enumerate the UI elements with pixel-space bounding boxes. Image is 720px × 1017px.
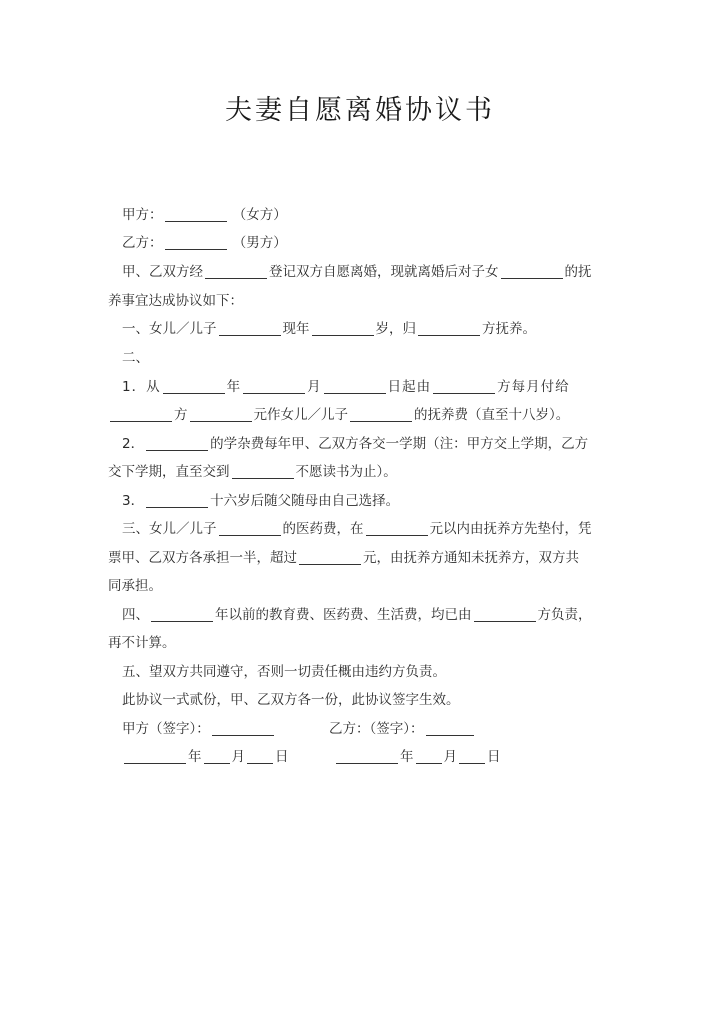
clause-3-line-1 (122, 520, 592, 538)
child-name-blank-3[interactable] (146, 436, 208, 451)
text: 现年 (282, 321, 310, 337)
start-year-blank[interactable] (163, 379, 225, 394)
text: 不愿读书为止）。 (295, 464, 397, 480)
text: 养事宜达成协议如下： (108, 293, 243, 309)
text: 年 (188, 749, 202, 765)
party-b-signature-line (329, 720, 476, 738)
text: 日 (487, 749, 501, 765)
preamble-line-2 (108, 292, 243, 310)
child-name-blank-2[interactable] (350, 407, 412, 422)
preamble-line-1 (122, 263, 592, 281)
text: 同承担。 (108, 578, 162, 594)
clause-3-line-2 (108, 549, 579, 567)
text: 方负责， (537, 607, 592, 623)
party-b-signature-blank[interactable] (426, 721, 474, 736)
clause-2-2-line-1 (122, 435, 588, 453)
text: 方每月付给 (497, 379, 570, 395)
payer-blank[interactable] (433, 379, 495, 394)
party-b-label: 乙方： (122, 235, 163, 251)
party-a-blank[interactable] (165, 207, 227, 222)
text: 交下学期，直至交到 (108, 464, 230, 480)
text: 月 (231, 749, 245, 765)
clause-4-line-2 (108, 634, 176, 652)
party-a-signature-label: 甲方（签字）： (122, 721, 210, 737)
text: 的抚养费（直至十八岁）。 (414, 407, 570, 423)
text: 二、 (122, 350, 149, 366)
party-b-day-blank[interactable] (459, 749, 485, 764)
party-a-day-blank[interactable] (247, 749, 273, 764)
party-a-year-blank[interactable] (124, 749, 186, 764)
text: 日起由 (387, 379, 432, 395)
party-b-year-blank[interactable] (336, 749, 398, 764)
text: 元，由抚养方通知未抚养方，双方共 (363, 550, 579, 566)
text: 2． (122, 436, 145, 452)
text: 方 (174, 407, 188, 423)
text: 3． (122, 493, 145, 509)
text: 方抚养。 (482, 321, 536, 337)
text: 的抚 (564, 264, 592, 280)
child-name-blank[interactable] (219, 321, 281, 336)
text: 再不计算。 (108, 635, 176, 651)
text: 四、 (122, 607, 149, 623)
party-b-blank[interactable] (165, 235, 227, 250)
start-month-blank[interactable] (243, 379, 305, 394)
child-age-blank[interactable] (312, 321, 374, 336)
text: 一、女儿／儿子 (122, 321, 217, 337)
party-b-role: （男方） (232, 235, 287, 251)
party-a-signature-line (122, 720, 276, 738)
prior-year-blank[interactable] (151, 607, 213, 622)
medical-excess-blank[interactable] (299, 550, 361, 565)
party-b-date-line (334, 748, 501, 766)
text: 甲、乙双方经 (122, 264, 203, 280)
text: 五、望双方共同遵守，否则一切责任概由违约方负责。 (122, 664, 446, 680)
clause-3-line-3 (108, 577, 162, 595)
text: 年 (226, 379, 242, 395)
child-name-blank-6[interactable] (219, 521, 281, 536)
text: 的学杂费每年甲、乙双方各交一学期（注：甲方交上学期，乙方 (210, 436, 589, 452)
document-title: 夫妻自愿离婚协议书 (225, 95, 495, 126)
text: 的医药费，在 (282, 521, 364, 537)
child-name-blank-4[interactable] (232, 464, 294, 479)
text: 岁，归 (375, 321, 416, 337)
text: 月 (443, 749, 457, 765)
child-name-blank-5[interactable] (146, 493, 208, 508)
text: 此协议一式贰份，甲、乙双方各一份，此协议签字生效。 (122, 692, 460, 708)
text: 三、女儿／儿子 (122, 521, 217, 537)
clause-1 (122, 320, 536, 338)
responsible-party-blank[interactable] (474, 607, 536, 622)
party-b-line (122, 234, 287, 252)
clause-2-2-line-2 (108, 463, 397, 481)
text: 1．从 (122, 379, 161, 395)
clause-2-heading (122, 349, 149, 367)
copies-clause (122, 691, 460, 709)
party-a-line (122, 206, 287, 224)
clause-2-3 (122, 492, 399, 510)
party-a-label: 甲方： (122, 207, 163, 223)
text: 元作女儿／儿子 (253, 407, 348, 423)
children-blank[interactable] (501, 264, 563, 279)
clause-4-line-1 (122, 606, 592, 624)
party-a-signature-blank[interactable] (212, 721, 274, 736)
clause-5 (122, 663, 446, 681)
payee-blank[interactable] (110, 407, 172, 422)
registry-blank[interactable] (205, 264, 267, 279)
text: 元以内由抚养方先垫付，凭 (429, 521, 592, 537)
text: 年 (400, 749, 414, 765)
text: 登记双方自愿离婚，现就离婚后对子女 (269, 264, 499, 280)
text: 票甲、乙双方各承担一半，超过 (108, 550, 297, 566)
text: 十六岁后随父随母由自己选择。 (210, 493, 400, 509)
amount-blank[interactable] (190, 407, 252, 422)
text: 日 (275, 749, 289, 765)
medical-limit-blank[interactable] (366, 521, 428, 536)
start-day-blank[interactable] (324, 379, 386, 394)
text: 年以前的教育费、医药费、生活费，均已由 (215, 607, 472, 623)
text: 月 (307, 379, 322, 395)
party-b-signature-label: 乙方：（签字）： (329, 721, 424, 737)
party-a-role: （女方） (232, 207, 287, 223)
party-a-month-blank[interactable] (204, 749, 230, 764)
party-a-date-line (122, 748, 289, 766)
clause-2-1-line-1 (122, 378, 570, 396)
custody-party-blank[interactable] (418, 321, 480, 336)
clause-2-1-line-2 (108, 406, 569, 424)
party-b-month-blank[interactable] (416, 749, 442, 764)
